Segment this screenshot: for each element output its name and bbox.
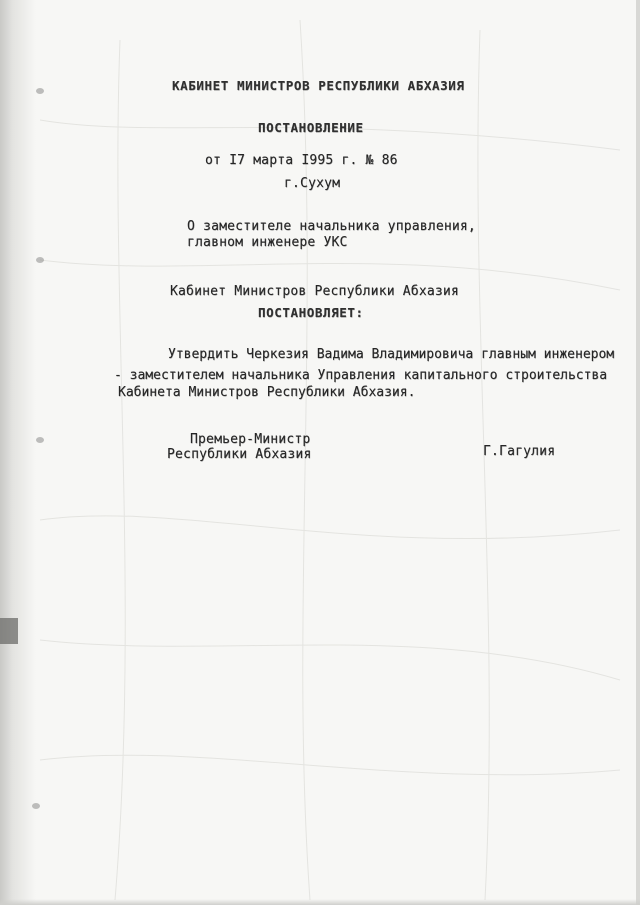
document-type: ПОСТАНОВЛЕНИЕ — [258, 120, 364, 135]
bottom-edge — [0, 899, 640, 905]
resolves-heading: ПОСТАНОВЛЯЕТ: — [258, 305, 364, 320]
punch-hole — [36, 437, 44, 443]
binding-edge — [0, 0, 36, 905]
punch-hole — [32, 803, 40, 809]
resolution-body — [114, 343, 632, 404]
signatory-title-2: Республики Абхазия — [167, 447, 312, 462]
body-line: - заместителем начальника Управления капитального строительства — [114, 368, 608, 383]
place: г.Сухум — [284, 176, 341, 191]
punch-hole — [36, 257, 44, 263]
subject-line-1: О заместителе начальника управления, — [187, 219, 476, 234]
punch-hole — [36, 88, 44, 94]
binding-mark — [0, 618, 18, 644]
signatory-name: Г.Гагулия — [483, 444, 556, 459]
subject-line-2: главном инженере УКС — [187, 235, 348, 250]
document-header: КАБИНЕТ МИНИСТРОВ РЕСПУБЛИКИ АБХАЗИЯ — [172, 78, 465, 93]
signatory-title-1: Премьер-Министр — [190, 432, 311, 447]
issuer: Кабинет Министров Республики Абхазия — [170, 284, 459, 299]
right-edge — [636, 0, 640, 905]
body-line: Утвердить Черкезия Вадима Владимировича главным инженером — [168, 347, 615, 362]
body-line: Кабинета Министров Республики Абхазия. — [118, 385, 416, 400]
date-and-number: от I7 марта I995 г. № 86 — [205, 153, 398, 168]
